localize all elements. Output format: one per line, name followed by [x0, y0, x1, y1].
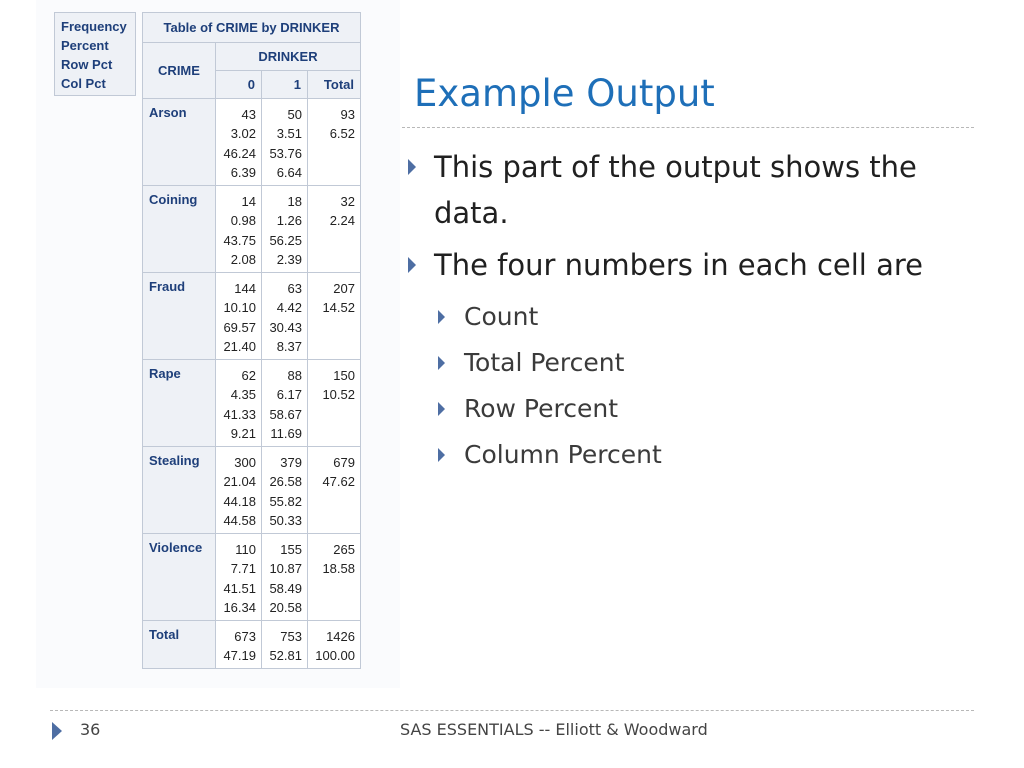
cell-drinker-1	[262, 273, 308, 360]
bullet-text: Count	[464, 302, 539, 331]
cell-row-pct: 41.33	[223, 406, 256, 422]
column-level-total: Total	[308, 71, 361, 99]
cell-col-pct: 8.37	[276, 338, 302, 354]
bullet-item	[404, 144, 964, 236]
bullet-triangle-icon	[438, 310, 445, 324]
cell-count: 379	[280, 455, 302, 470]
sub-bullet-item	[404, 340, 964, 386]
cell-drinker-1	[262, 534, 308, 621]
row-var-header: CRIME	[143, 43, 216, 99]
cell-row-pct: 56.25	[269, 232, 302, 248]
cell-col-pct: 2.39	[276, 251, 302, 267]
cell-row-pct: 44.18	[223, 493, 256, 509]
cell-total	[308, 273, 361, 360]
cell-count: 300	[234, 455, 256, 470]
cell-count: 62	[241, 368, 256, 383]
cell-drinker-1	[262, 186, 308, 273]
cell-col-pct: 9.21	[230, 425, 256, 441]
cell-row-pct: 58.67	[269, 406, 302, 422]
cell-percent: 3.51	[276, 126, 302, 142]
row-label: Total	[143, 621, 216, 669]
bullet-triangle-icon	[408, 159, 416, 175]
cell-col-pct: 2.08	[230, 251, 256, 267]
cell-percent: 52.81	[269, 648, 302, 664]
row-label: Rape	[143, 360, 216, 447]
cell-percent: 3.02	[230, 126, 256, 142]
cell-row-pct: 69.57	[223, 319, 256, 335]
cell-row-pct: 41.51	[223, 580, 256, 596]
column-level-1: 1	[262, 71, 308, 99]
cell-total	[308, 534, 361, 621]
cell-col-pct: 16.34	[223, 599, 256, 615]
cell-count: 18	[287, 194, 302, 209]
cell-drinker-1	[262, 621, 308, 669]
bullet-triangle-icon	[438, 402, 445, 416]
cell-count: 1426	[326, 629, 355, 644]
row-label: Arson	[143, 99, 216, 186]
cell-percent: 4.35	[230, 387, 256, 403]
table-row	[143, 534, 361, 621]
cell-drinker-1	[262, 360, 308, 447]
cell-drinker-0	[216, 99, 262, 186]
cell-row-pct: 43.75	[223, 232, 256, 248]
cell-total	[308, 447, 361, 534]
cell-percent: 14.52	[322, 300, 355, 316]
table-total-row	[143, 621, 361, 669]
cell-count: 207	[333, 281, 355, 296]
bullet-text: This part of the output shows the data.	[434, 150, 917, 230]
cell-percent: 18.58	[322, 561, 355, 577]
cell-col-pct: 11.69	[270, 425, 302, 441]
cell-row-pct: 58.49	[269, 580, 302, 596]
bullet-triangle-icon	[408, 257, 416, 273]
cell-drinker-1	[262, 99, 308, 186]
row-label: Coining	[143, 186, 216, 273]
cell-row-pct: 30.43	[269, 319, 302, 335]
cell-percent: 100.00	[315, 648, 355, 664]
cell-percent: 1.26	[276, 213, 302, 229]
bullet-text: The four numbers in each cell are	[434, 248, 923, 282]
cell-drinker-1	[262, 447, 308, 534]
table-row	[143, 99, 361, 186]
cell-percent: 0.98	[230, 213, 256, 229]
cell-count: 63	[287, 281, 302, 296]
cell-count: 88	[287, 368, 302, 383]
table-row	[143, 273, 361, 360]
row-label: Violence	[143, 534, 216, 621]
bullet-triangle-icon	[438, 448, 445, 462]
cell-percent: 6.17	[276, 387, 302, 403]
column-level-0: 0	[216, 71, 262, 99]
key-percent: Percent	[61, 38, 109, 53]
cell-percent: 7.71	[230, 561, 256, 577]
cell-total	[308, 99, 361, 186]
table-row	[143, 360, 361, 447]
cell-col-pct: 50.33	[269, 512, 302, 528]
row-label: Fraud	[143, 273, 216, 360]
cell-row-pct: 46.24	[223, 145, 256, 161]
table-title: Table of CRIME by DRINKER	[143, 13, 361, 43]
bullet-item	[404, 242, 964, 288]
cell-total	[308, 186, 361, 273]
table-row	[143, 186, 361, 273]
cell-percent: 4.42	[276, 300, 302, 316]
cell-drinker-0	[216, 534, 262, 621]
cell-drinker-0	[216, 273, 262, 360]
cell-percent: 26.58	[269, 474, 302, 490]
cell-col-pct: 6.64	[276, 164, 302, 180]
cell-count: 144	[234, 281, 256, 296]
cell-count: 43	[241, 107, 256, 122]
key-col-pct: Col Pct	[61, 76, 106, 91]
cell-drinker-0	[216, 186, 262, 273]
cell-total	[308, 360, 361, 447]
bullet-text: Total Percent	[464, 348, 625, 377]
cell-count: 110	[235, 542, 256, 557]
page-number: 36	[80, 720, 101, 739]
key-row-pct: Row Pct	[61, 57, 113, 72]
cell-total	[308, 621, 361, 669]
bullet-text: Row Percent	[464, 394, 619, 423]
cell-count: 155	[280, 542, 302, 557]
footer-triangle-icon	[52, 722, 62, 740]
cell-count: 753	[280, 629, 302, 644]
cell-percent: 47.19	[223, 648, 256, 664]
cell-percent: 2.24	[329, 213, 355, 229]
footer-divider	[50, 710, 974, 711]
cell-count: 265	[333, 542, 355, 557]
cell-percent: 10.87	[269, 561, 302, 577]
sub-bullet-item	[404, 294, 964, 340]
crosstab-table	[142, 12, 361, 669]
column-group-header: DRINKER	[216, 43, 361, 71]
cell-percent: 10.10	[223, 300, 256, 316]
bullet-list	[404, 144, 964, 478]
cell-col-pct: 44.58	[223, 512, 256, 528]
cell-count: 150	[333, 368, 355, 383]
cell-drinker-0	[216, 360, 262, 447]
title-divider	[402, 127, 974, 128]
bullet-triangle-icon	[438, 356, 445, 370]
cell-percent: 10.52	[322, 387, 355, 403]
cell-row-pct: 53.76	[269, 145, 302, 161]
cell-count: 32	[340, 194, 355, 209]
cell-count: 679	[333, 455, 355, 470]
cell-count: 50	[287, 107, 302, 122]
bullet-text: Column Percent	[464, 440, 662, 469]
cell-drinker-0	[216, 621, 262, 669]
cell-count: 673	[234, 629, 256, 644]
cell-row-pct: 55.82	[269, 493, 302, 509]
cell-count: 14	[241, 194, 256, 209]
cell-contents-key	[54, 12, 136, 96]
key-frequency: Frequency	[61, 19, 127, 34]
cell-col-pct: 20.58	[269, 599, 302, 615]
table-row	[143, 447, 361, 534]
cell-percent: 47.62	[322, 474, 355, 490]
slide-title: Example Output	[414, 72, 715, 115]
cell-col-pct: 6.39	[230, 164, 256, 180]
cell-percent: 6.52	[329, 126, 355, 142]
row-label: Stealing	[143, 447, 216, 534]
sub-bullet-item	[404, 386, 964, 432]
cell-count: 93	[340, 107, 355, 122]
cell-col-pct: 21.40	[223, 338, 256, 354]
sub-bullet-item	[404, 432, 964, 478]
footer-text: SAS ESSENTIALS -- Elliott & Woodward	[400, 720, 708, 739]
cell-drinker-0	[216, 447, 262, 534]
cell-percent: 21.04	[223, 474, 256, 490]
